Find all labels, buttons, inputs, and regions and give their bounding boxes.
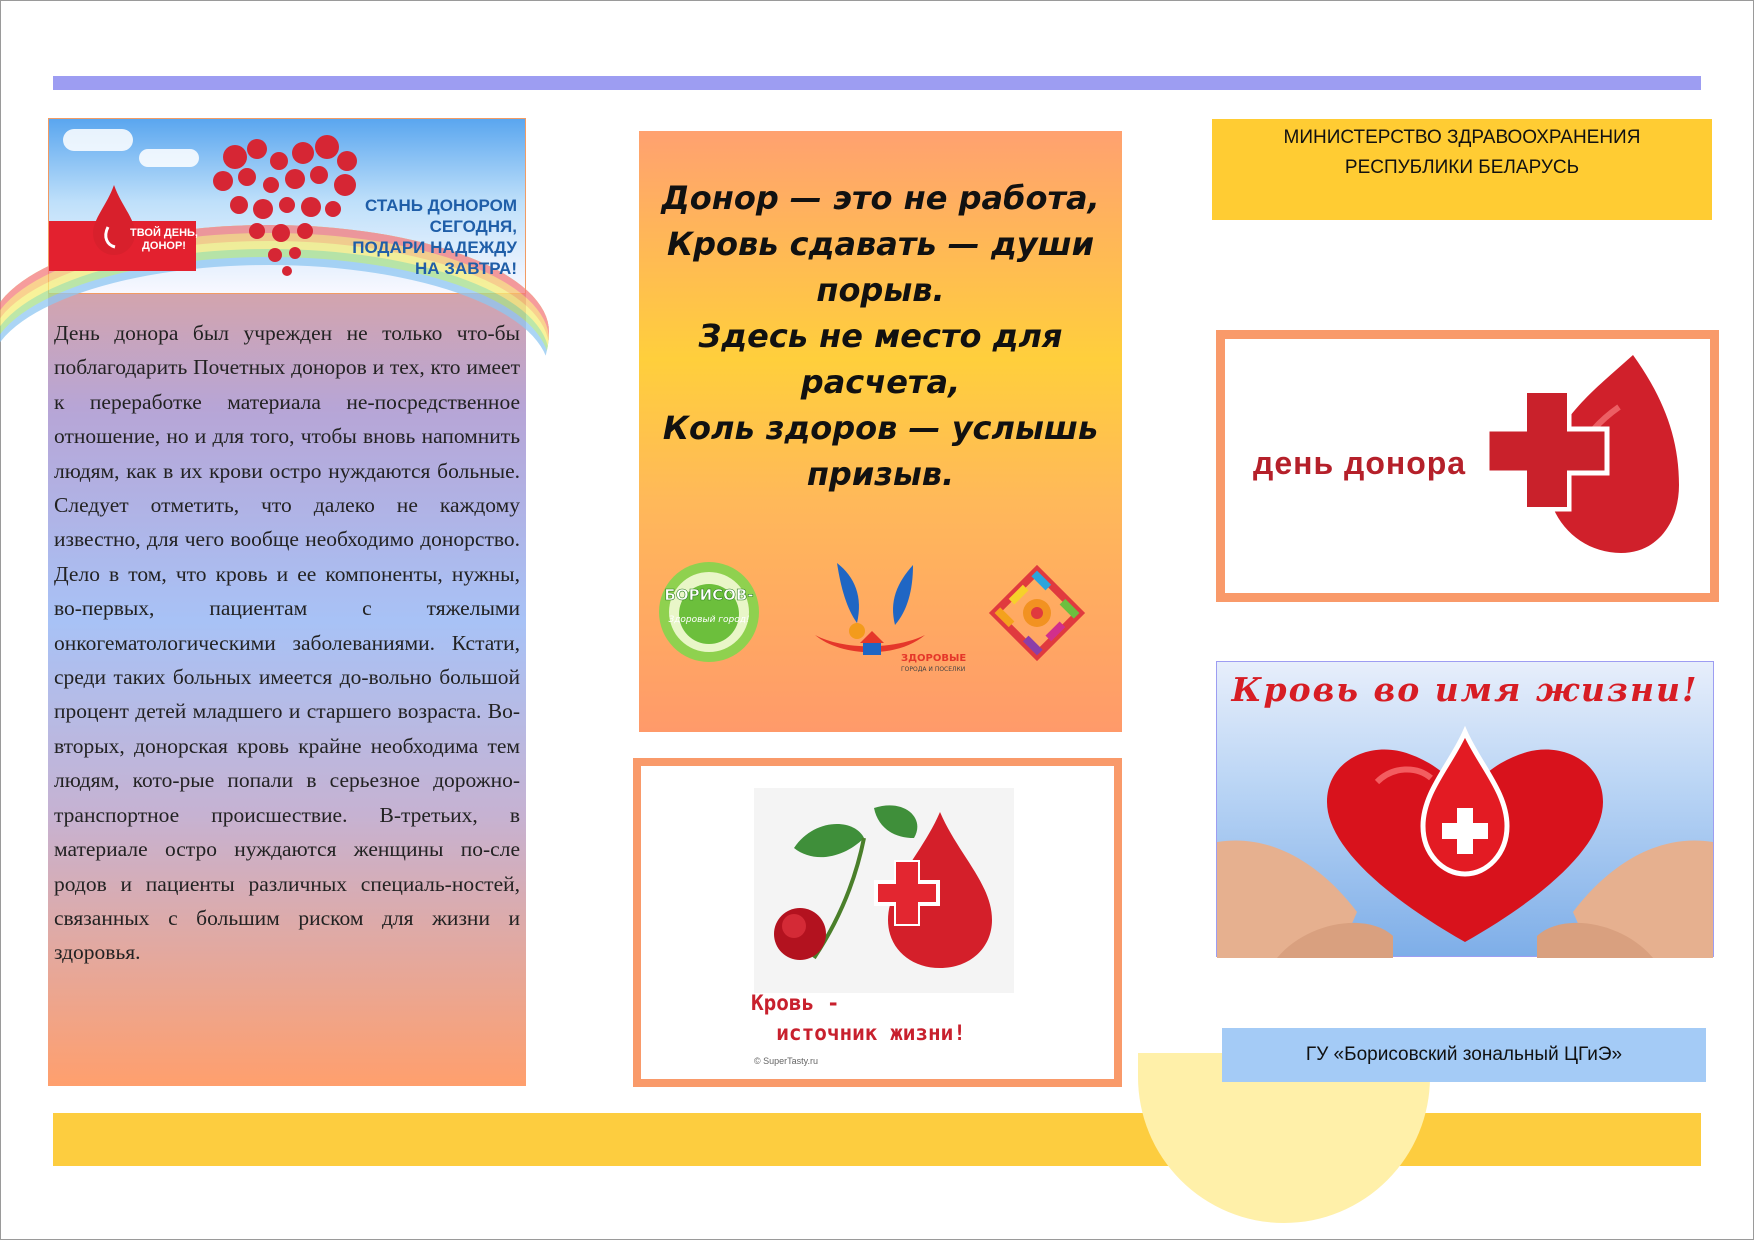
ministry-header	[1212, 119, 1712, 220]
poem-line: Кровь сдавать — души	[666, 225, 1095, 263]
donor-day-card	[1216, 330, 1719, 602]
healthy-cities-logo	[805, 557, 967, 677]
poem-panel	[639, 131, 1122, 732]
poem-line: порыв.	[816, 271, 945, 309]
svg-text:БОРИСОВ-: БОРИСОВ-	[664, 586, 754, 604]
rose-illustration	[754, 788, 1014, 993]
banner-slogan: СТАНЬ ДОНОРОМ СЕГОДНЯ, ПОДАРИ НАДЕЖДУ НА ЗАВТРА!	[352, 196, 517, 278]
rose-card	[633, 758, 1122, 1087]
cloud-shape	[63, 129, 133, 151]
organization-footer: ГУ «Борисовский зональный ЦГиЭ»	[1222, 1028, 1706, 1082]
rose-caption: Кровь - источник жизни!	[751, 991, 966, 1045]
poem-line: призыв.	[806, 455, 955, 493]
svg-text:ЗДОРОВЫЕ: ЗДОРОВЫЕ	[901, 653, 967, 664]
blood-drop-cross-icon	[1473, 351, 1683, 561]
hands-card-title: Кровь во имя жизни!	[1231, 670, 1699, 709]
mosaic-diamond-logo	[985, 561, 1089, 665]
poem-line: Коль здоров — услышь	[662, 409, 1099, 447]
badge-text: ТВОЙ ДЕНЬ, ДОНОР!	[130, 227, 198, 252]
poem	[639, 175, 1122, 497]
rose-copyright: © SuperTasty.ru	[754, 1056, 818, 1066]
left-panel	[48, 118, 526, 1086]
hands-heart-card	[1216, 661, 1714, 957]
poem-line: Донор — это не работа,	[661, 179, 1100, 217]
svg-text:Здоровый город!: Здоровый город!	[668, 615, 750, 625]
borisov-healthy-city-logo	[657, 560, 761, 664]
top-divider	[53, 76, 1701, 90]
ministry-line-1: МИНИСТЕРСТВО ЗДРАВООХРАНЕНИЯ	[1283, 127, 1641, 148]
hands-heart-icon	[1217, 722, 1713, 958]
ministry-line-2: РЕСПУБЛИКИ БЕЛАРУСЬ	[1344, 157, 1580, 178]
cloud-shape	[139, 149, 199, 167]
donor-day-label: день донора	[1253, 445, 1467, 481]
svg-text:ГОРОДА И ПОСЕЛКИ: ГОРОДА И ПОСЕЛКИ	[901, 666, 966, 673]
poem-line: Здесь не место для	[698, 317, 1063, 355]
donor-banner	[48, 118, 526, 294]
donor-day-article: День донора был учрежден не только что-бы поблагодарить Почетных доноров и тех, кто имеет к переработке материала не-посредственное отношение, но и для того, чтобы вновь напомнить людям, как в их крови остро нуждаются больные. Следует отметить, что далеко не каждому известно, для чего вообще необходимо донорство. Дело в том, что кровь и ее компоненты, нужны, во-первых, пациентам с тяжелыми онкогематологическими заболеваниями. Кстати, среди таких больных имеется до-вольно большой процент детей младшего и старшего возраста. Во-вторых, донорская кровь крайне необходима тем людям, кото-рые попали в серьезное дорожно-транспортное происшествие. В-третьих, в материале остро нуждаются женщины по-сле родов и пациенты различных специаль-ностей, связанных с большим риском для жизни и здоровья.	[54, 321, 520, 965]
bottom-band	[53, 1113, 1701, 1166]
poem-line: расчета,	[800, 363, 961, 401]
blood-drop-cross-icon	[874, 810, 994, 970]
